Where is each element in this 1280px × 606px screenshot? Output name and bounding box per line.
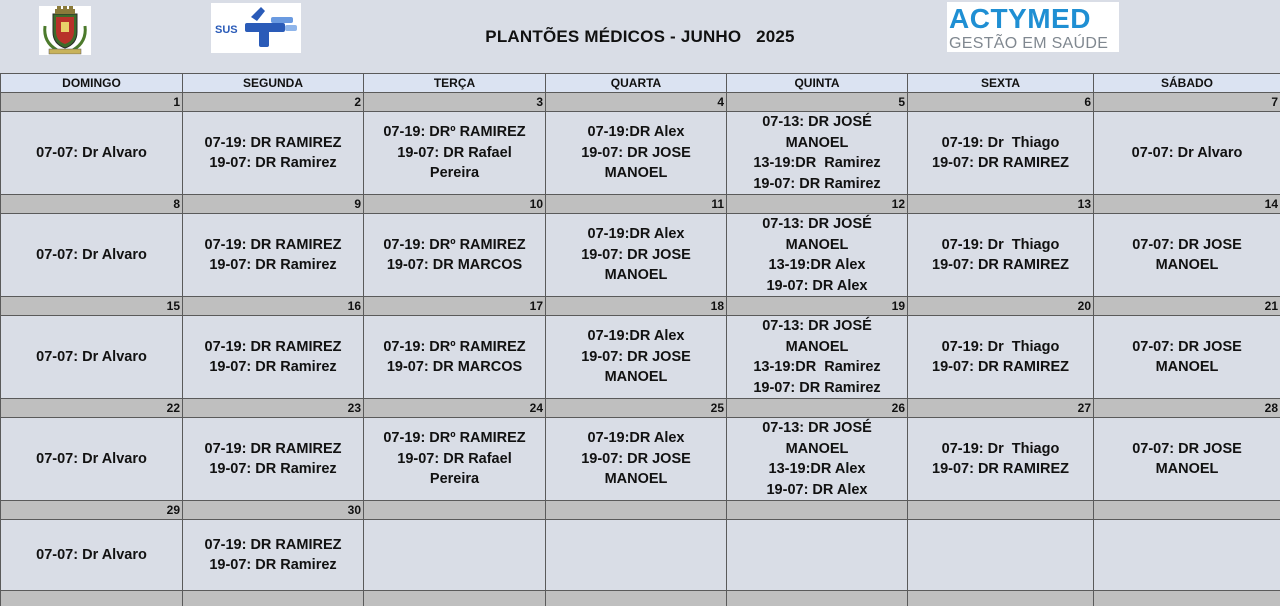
date-number: 2 (183, 93, 364, 112)
weekday-header-thursday: QUINTA (727, 74, 908, 93)
shift-line: MANOEL (785, 236, 849, 253)
shift-cell (183, 418, 364, 501)
page-title: PLANTÕES MÉDICOS - JUNHO 2025 (485, 27, 795, 46)
shift-line: 13-19:DR Ramirez (753, 359, 881, 375)
date-number: 13 (908, 195, 1094, 214)
date-row (1, 93, 1280, 112)
date-number: 20 (908, 297, 1094, 316)
shift-line: 07-07: DR JOSE (1132, 440, 1242, 457)
shift-line: 07-19: DR RAMIREZ (204, 134, 342, 151)
date-number: 1 (1, 93, 183, 112)
actymed-logo (947, 2, 1119, 52)
actymed-logo-tagline: GESTÃO EM SAÚDE (949, 35, 1109, 52)
date-number (364, 501, 546, 520)
shift-line: 19-07: DR JOSE (581, 246, 691, 263)
shift-line: 13-19:DR Ramirez (753, 155, 881, 171)
shift-line: MANOEL (604, 165, 668, 182)
shift-cell (727, 316, 908, 399)
shift-cell (908, 214, 1094, 297)
shift-line: 19-07: DR MARCOS (386, 359, 523, 375)
shift-line: 19-07: DR JOSE (581, 144, 691, 161)
shift-line: 07-19:DR Alex (587, 226, 685, 243)
shift-line: 07-19: Dr Thiago (941, 440, 1060, 457)
weekday-header-saturday: SÁBADO (1094, 74, 1280, 93)
sus-logo-text: SUS (215, 24, 238, 36)
shift-row (1, 316, 1280, 399)
shift-line: 07-19: DR RAMIREZ (204, 536, 342, 553)
shift-line: 19-07: DR RAMIREZ (932, 359, 1069, 375)
shift-line: 19-07: DR Ramirez (753, 175, 881, 192)
shift-cell (1, 112, 183, 195)
shift-line: 07-19: DRº RAMIREZ (383, 430, 526, 447)
shift-line: 07-07: DR JOSE (1132, 236, 1242, 253)
shift-line: MANOEL (604, 369, 668, 386)
shift-cell (1094, 316, 1280, 399)
weekday-header-tuesday: TERÇA (364, 74, 546, 93)
shift-cell (364, 418, 546, 501)
shift-row (1, 112, 1280, 195)
shift-line: 07-19:DR Alex (587, 328, 685, 345)
shift-line: 07-19: DRº RAMIREZ (383, 124, 526, 141)
footer-cell (727, 591, 908, 606)
shift-line: 19-07: DR Ramirez (753, 379, 881, 396)
shift-calendar (0, 73, 1280, 606)
shift-line: 19-07: DR Rafael (397, 450, 512, 467)
shift-line: MANOEL (785, 440, 849, 457)
shift-cell (546, 112, 727, 195)
weekday-header-monday: SEGUNDA (183, 74, 364, 93)
date-number (1094, 501, 1280, 520)
date-row (1, 297, 1280, 316)
footer-cell (183, 591, 364, 606)
shift-line: 19-07: DR Ramirez (209, 359, 337, 375)
shift-cell (1094, 112, 1280, 195)
date-number: 8 (1, 195, 183, 214)
shift-cell (908, 316, 1094, 399)
shift-line: 19-07: DR JOSE (581, 348, 691, 365)
shift-line: 07-19: Dr Thiago (941, 338, 1060, 355)
date-number: 16 (183, 297, 364, 316)
date-number: 6 (908, 93, 1094, 112)
shift-line: MANOEL (785, 338, 849, 355)
shift-line: MANOEL (785, 134, 849, 151)
date-number: 30 (183, 501, 364, 520)
shift-cell (364, 316, 546, 399)
date-number: 4 (546, 93, 727, 112)
shift-line: 07-19:DR Alex (587, 124, 685, 141)
date-number: 26 (727, 399, 908, 418)
shift-line: 07-13: DR JOSÉ (762, 216, 872, 232)
shift-cell (546, 214, 727, 297)
date-number: 3 (364, 93, 546, 112)
shift-line: 07-07: Dr Alvaro (36, 246, 147, 263)
date-row (1, 195, 1280, 214)
page-header (0, 0, 1280, 73)
sus-logo (211, 3, 301, 53)
shift-cell (727, 520, 908, 591)
shift-line: Pereira (429, 165, 480, 182)
shift-line: 07-07: DR JOSE (1132, 338, 1242, 355)
date-number: 10 (364, 195, 546, 214)
shift-cell (546, 418, 727, 501)
shift-line: 19-07: DR Ramirez (209, 557, 337, 573)
shift-line: 13-19:DR Alex (768, 461, 866, 477)
date-number: 21 (1094, 297, 1280, 316)
footer-cell (1094, 591, 1280, 606)
date-number: 27 (908, 399, 1094, 418)
shift-cell (364, 112, 546, 195)
shift-line: 07-19: DRº RAMIREZ (383, 236, 526, 253)
shift-cell (727, 112, 908, 195)
shift-line: 07-07: Dr Alvaro (36, 144, 147, 161)
date-number (908, 501, 1094, 520)
shift-cell (183, 214, 364, 297)
shift-line: 07-07: Dr Alvaro (1131, 144, 1243, 161)
shift-line: 19-07: DR RAMIREZ (932, 461, 1069, 477)
shift-cell (1094, 520, 1280, 591)
shift-line: 07-19: DR RAMIREZ (204, 440, 342, 457)
date-number: 19 (727, 297, 908, 316)
date-number: 22 (1, 399, 183, 418)
date-number: 14 (1094, 195, 1280, 214)
footer-cell (364, 591, 546, 606)
weekday-header-wednesday: QUARTA (546, 74, 727, 93)
shift-line: 07-19: Dr Thiago (941, 236, 1060, 253)
calendar-footer-row (1, 591, 1280, 606)
shift-line: 07-19: DR RAMIREZ (204, 338, 342, 355)
shift-cell (1, 520, 183, 591)
date-number (727, 501, 908, 520)
actymed-logo-name: ACTYMED (949, 3, 1091, 34)
shift-line: 19-07: DR RAMIREZ (932, 257, 1069, 273)
shift-line: 19-07: DR Ramirez (209, 461, 337, 477)
date-number: 5 (727, 93, 908, 112)
shift-line: 19-07: DR Ramirez (209, 155, 337, 171)
days-of-week-header (1, 74, 1280, 93)
date-number: 29 (1, 501, 183, 520)
date-number: 9 (183, 195, 364, 214)
shift-line: 19-07: DR RAMIREZ (932, 155, 1069, 171)
date-number: 17 (364, 297, 546, 316)
shift-line: 07-19: DRº RAMIREZ (383, 338, 526, 355)
shift-cell (727, 214, 908, 297)
date-number: 18 (546, 297, 727, 316)
shift-cell (364, 214, 546, 297)
shift-cell (183, 520, 364, 591)
shift-line: 07-19: Dr Thiago (941, 134, 1060, 151)
shift-cell (546, 520, 727, 591)
shift-line: 19-07: DR Rafael (397, 144, 512, 161)
date-number: 15 (1, 297, 183, 316)
footer-cell (908, 591, 1094, 606)
footer-cell (546, 591, 727, 606)
date-number: 11 (546, 195, 727, 214)
shift-line: 07-07: Dr Alvaro (36, 450, 147, 467)
shift-line: 07-19: DR RAMIREZ (204, 236, 342, 253)
shift-line: Pereira (429, 471, 480, 488)
shift-cell (908, 520, 1094, 591)
shift-line: 07-13: DR JOSÉ (762, 420, 872, 436)
shift-cell (908, 418, 1094, 501)
shift-line: MANOEL (1155, 257, 1219, 273)
shift-cell (183, 316, 364, 399)
date-number: 28 (1094, 399, 1280, 418)
date-number (546, 501, 727, 520)
shift-cell (908, 112, 1094, 195)
city-coat-of-arms-logo (39, 6, 91, 55)
shift-line: MANOEL (1155, 359, 1219, 375)
shift-line: 07-13: DR JOSÉ (762, 318, 872, 334)
shift-line: MANOEL (604, 267, 668, 284)
date-row (1, 399, 1280, 418)
weekday-header-sunday: DOMINGO (1, 74, 183, 93)
shift-line: 07-07: Dr Alvaro (36, 546, 147, 563)
date-number: 12 (727, 195, 908, 214)
shift-line: MANOEL (1155, 461, 1219, 477)
shift-cell (546, 316, 727, 399)
shift-row (1, 418, 1280, 501)
shift-line: 19-07: DR Alex (766, 277, 868, 294)
shift-line: 19-07: DR MARCOS (386, 257, 523, 273)
shift-cell (1, 214, 183, 297)
shift-line: 07-19:DR Alex (587, 430, 685, 447)
shift-cell (727, 418, 908, 501)
shift-row (1, 520, 1280, 591)
shift-cell (1, 418, 183, 501)
date-number: 7 (1094, 93, 1280, 112)
date-number: 24 (364, 399, 546, 418)
shift-row (1, 214, 1280, 297)
shift-cell (1, 316, 183, 399)
shift-line: 19-07: DR Ramirez (209, 257, 337, 273)
shift-line: 13-19:DR Alex (768, 257, 866, 273)
date-number: 23 (183, 399, 364, 418)
shift-line: MANOEL (604, 471, 668, 488)
shift-cell (364, 520, 546, 591)
shift-line: 19-07: DR JOSE (581, 450, 691, 467)
shift-line: 19-07: DR Alex (766, 481, 868, 498)
shift-line: 07-13: DR JOSÉ (762, 114, 872, 130)
footer-cell (1, 591, 183, 606)
shift-cell (1094, 418, 1280, 501)
weekday-header-friday: SEXTA (908, 74, 1094, 93)
shift-cell (1094, 214, 1280, 297)
date-row (1, 501, 1280, 520)
date-number: 25 (546, 399, 727, 418)
shift-line: 07-07: Dr Alvaro (36, 348, 147, 365)
shift-cell (183, 112, 364, 195)
